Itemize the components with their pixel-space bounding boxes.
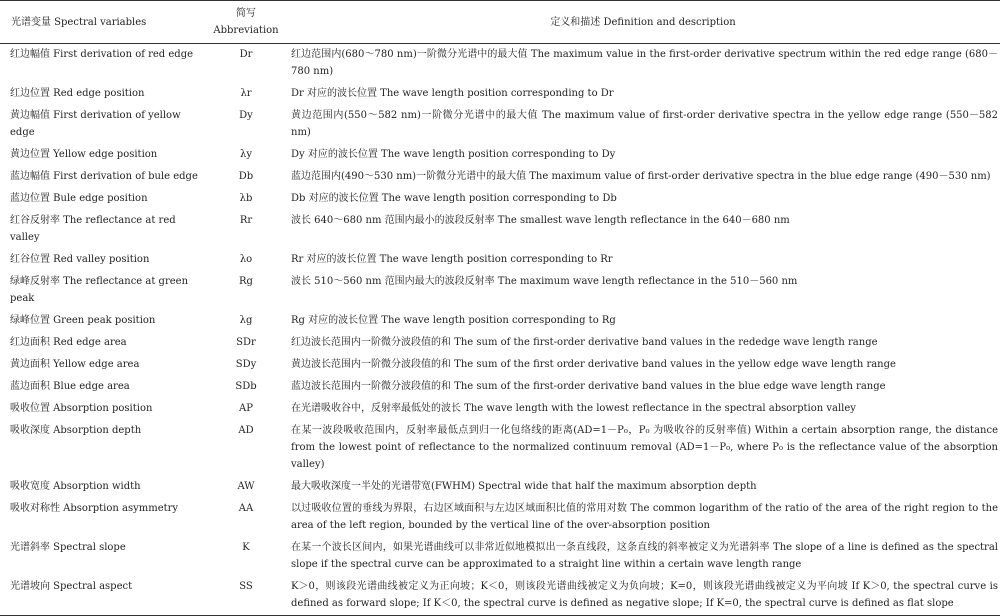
cell-abbreviation: Rr [239,215,253,226]
table-row [0,44,1000,84]
cell-abbreviation: AW [237,481,255,492]
table-row [0,398,1000,420]
table-row [0,271,1000,310]
cell-variable: 光谱斜率 Spectral slope [10,542,126,553]
cell-abbreviation: λr [240,88,252,99]
cell-abbreviation: λg [239,315,253,326]
cell-variable: 蓝边幅值 First derivation of bule edge [10,171,198,182]
cell-definition: 红边波长范围内一阶微分波段值的和 The sum of the first-order derivative band values in the rededge wave length range [291,337,878,348]
cell-variable: 光谱坡向 Spectral aspect [0,576,206,616]
cell-definition: Db 对应的波长位置 The wave length position corresponding to Db [291,193,617,204]
cell-variable: 黄边面积 Yellow edge area [10,359,140,370]
cell-definition: 红边范围内(680～780 nm)一阶微分光谱中的最大值 The maximum value in the first-order derivative spectrum within the red edge range (680－780 nm) [291,49,998,77]
table-header [0,1,1000,44]
cell-definition: 黄边范围内(550～582 nm)一阶微分光谱中的最大值 The maximum value of first-order derivative spectra in the yellow edge range (550－582 nm) [291,110,998,138]
table-row [0,166,1000,188]
cell-definition: 蓝边范围内(490～530 nm)一阶微分光谱中的最大值 The maximum value of first-order derivative spectra in the blue edge range (490－530 nm) [291,171,991,182]
cell-definition: Rg 对应的波长位置 The wave length position corresponding to Rg [291,315,616,326]
table-row [0,376,1000,398]
cell-definition: 以过吸收位置的垂线为界限，右边区域面积与左边区域面积比值的常用对数 The common logarithm of the ratio of the area of the right region to the area of the left region, bounded by the vertical line of the over-absorption position [291,503,998,531]
cell-definition: 在某一波段吸收范围内，反射率最低点到归一化包络线的距离(AD=1－P₀，P₀ 为吸收谷的反射率值) Within a certain absorption range, the distance from the lowest point of reflectance to the normalized continuum removal (AD=1－P₀, where P₀ is the reflectance value of the absorption valley) [291,425,998,470]
cell-abbreviation: λb [239,193,253,204]
header-row [0,1,1000,44]
cell-abbreviation: Dy [239,110,253,121]
cell-variable: 黄边幅值 First derivation of yellow edge [10,110,181,138]
cell-definition: 波长 510～560 nm 范围内最大的波段反射率 The maximum wave length reflectance in the 510－560 nm [291,276,798,287]
table-row [0,144,1000,166]
cell-abbreviation: SDr [236,337,256,348]
header-abbreviation: 简写 Abbreviation [206,1,286,44]
cell-variable: 蓝边位置 Bule edge position [10,193,148,204]
cell-definition: K＞0，则该段光谱曲线被定义为正向坡；K＜0，则该段光谱曲线被定义为负向坡；K=0，则该段光谱曲线被定义为平向坡 If K＞0, the spectral curve is defined as forward slope; If K＜0, the spectral curve is defined as negative slope; If K=0, the spectral curve is defined as flat slope [286,576,1000,616]
cell-abbreviation: K [242,542,250,553]
table-row [0,537,1000,576]
header-definition: 定义和描述 Definition and description [286,1,1000,44]
table-row [0,249,1000,271]
table-row [0,188,1000,210]
table-row [0,420,1000,476]
cell-variable: 红边位置 Red edge position [10,88,145,99]
table-row [0,576,1000,616]
cell-definition: Rr 对应的波长位置 The wave length position corresponding to Rr [291,254,613,265]
header-variable: 光谱变量 Spectral variables [0,1,206,44]
table-row [0,210,1000,249]
cell-definition: 最大吸收深度一半处的光谱带宽(FWHM) Spectral wide that half the maximum absorption depth [291,481,757,492]
cell-variable: 吸收位置 Absorption position [10,403,153,414]
cell-variable: 红边面积 Red edge area [10,337,127,348]
cell-variable: 绿峰反射率 The reflectance at green peak [10,276,189,304]
cell-definition: Dr 对应的波长位置 The wave length position corresponding to Dr [291,88,614,99]
table-row [0,498,1000,537]
cell-definition: 波长 640～680 nm 范围内最小的波段反射率 The smallest wave length reflectance in the 640－680 nm [291,215,790,226]
table-body [0,44,1000,616]
cell-variable: 绿峰位置 Green peak position [10,315,156,326]
cell-abbreviation: AD [238,425,254,436]
table-row [0,354,1000,376]
cell-variable: 吸收深度 Absorption depth [10,425,142,436]
cell-abbreviation: Rg [239,276,253,287]
table-row [0,105,1000,144]
table-row [0,476,1000,498]
cell-definition: 蓝边波长范围内一阶微分波段值的和 The sum of the first-order derivative band values in the blue edge wave length range [291,381,886,392]
cell-variable: 蓝边面积 Blue edge area [10,381,130,392]
cell-definition: 在光谱吸收谷中，反射率最低处的波长 The wave length with the lowest reflectance in the spectral absorption valley [291,403,856,414]
cell-abbreviation: SS [206,576,286,616]
cell-variable: 红边幅值 First derivation of red edge [10,49,194,60]
cell-abbreviation: AA [238,503,254,514]
cell-variable: 红谷反射率 The reflectance at red valley [10,215,176,243]
table-row [0,310,1000,332]
cell-variable: 吸收宽度 Absorption width [10,481,141,492]
cell-variable: 黄边位置 Yellow edge position [10,149,158,160]
table-row [0,332,1000,354]
cell-abbreviation: λy [240,149,252,160]
table-row [0,83,1000,105]
cell-abbreviation: Dr [239,49,253,60]
cell-variable: 红谷位置 Red valley position [10,254,150,265]
cell-definition: 在某一个波长区间内，如果光谱曲线可以非常近似地模拟出一条直线段，这条直线的斜率被定义为光谱斜率 The slope of a line is defined as the spectral slope if the spectral curve can be approximated to a straight line within a certain wave length range [291,542,998,570]
cell-abbreviation: SDy [235,359,257,370]
cell-definition: 黄边波长范围内一阶微分波段值的和 The sum of the first order derivative band values in the yellow edge wave length range [291,359,896,370]
cell-abbreviation: AP [239,403,253,414]
cell-abbreviation: SDb [235,381,257,392]
cell-abbreviation: λo [239,254,253,265]
cell-abbreviation: Db [238,171,254,182]
cell-variable: 吸收对称性 Absorption asymmetry [10,503,179,514]
cell-definition: Dy 对应的波长位置 The wave length position corresponding to Dy [291,149,616,160]
